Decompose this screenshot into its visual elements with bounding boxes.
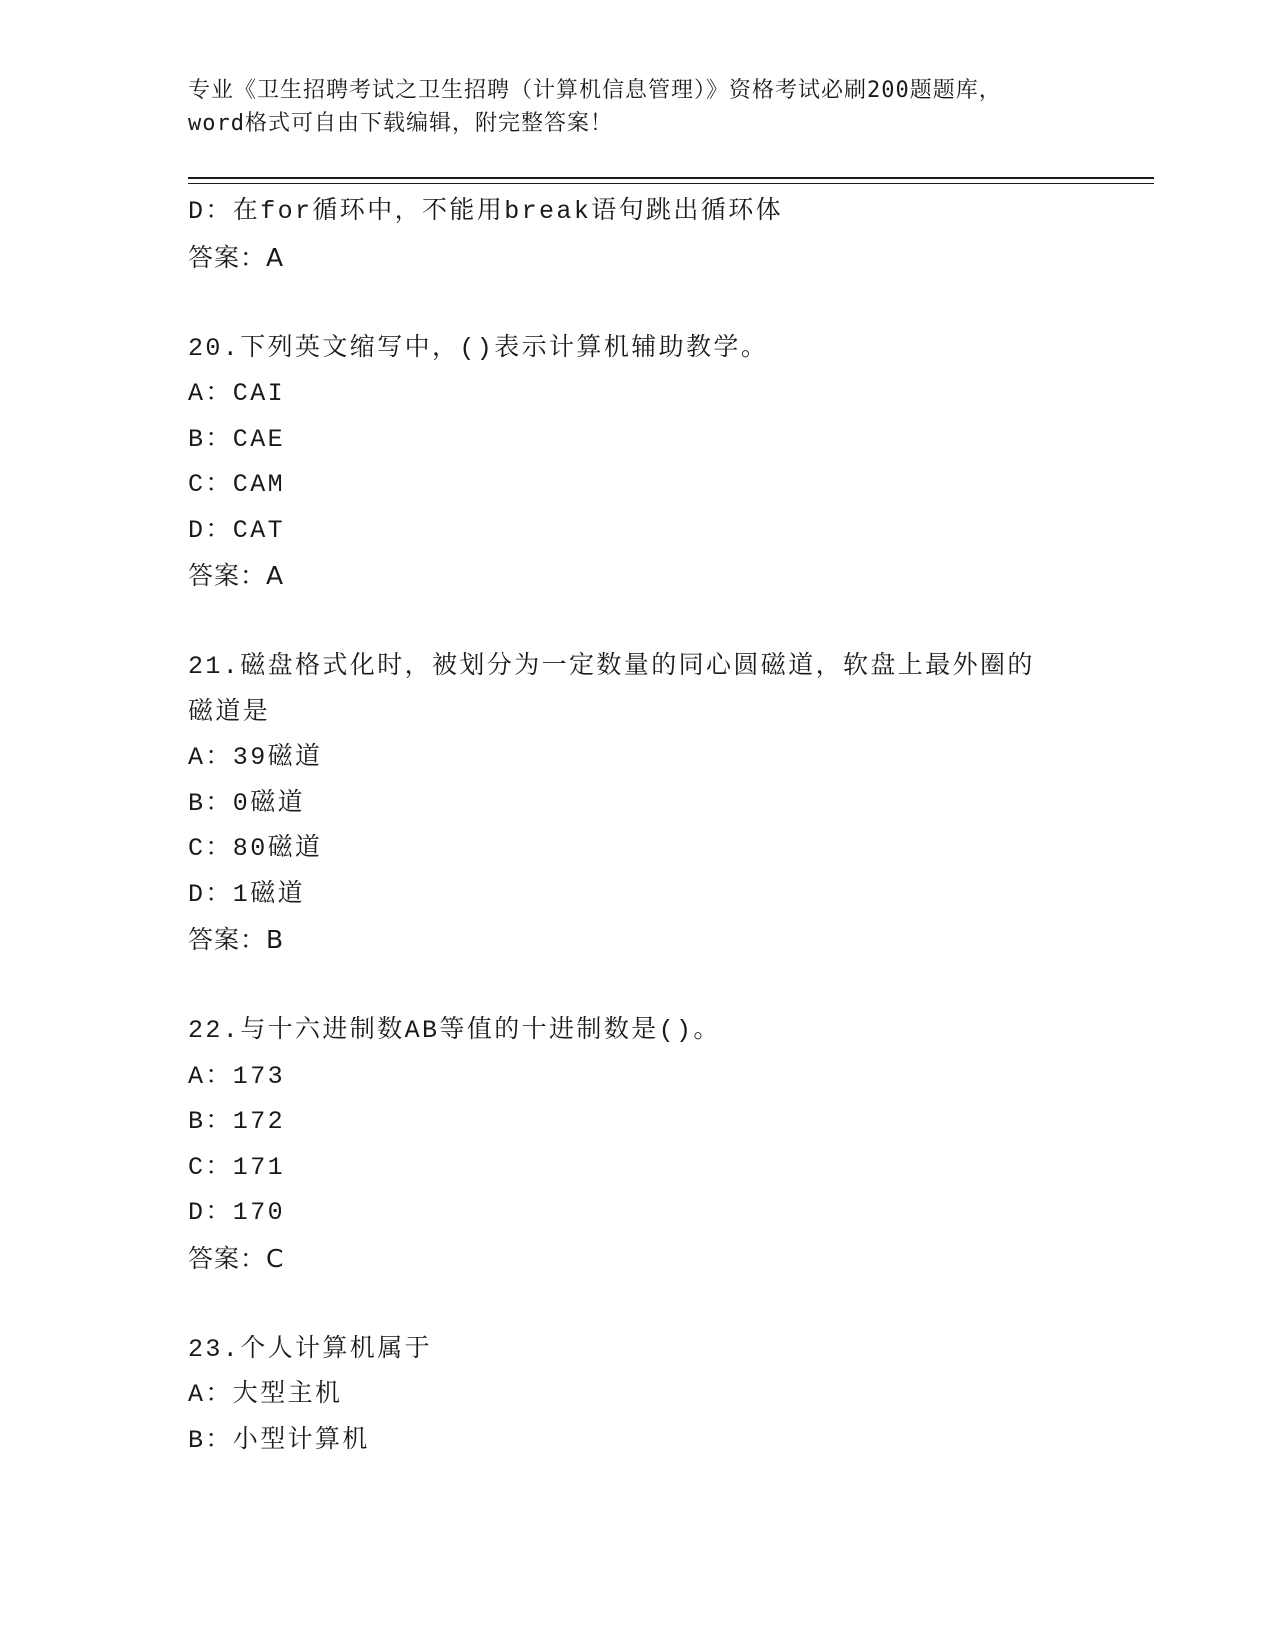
question-list [188,189,1088,1463]
header-divider-thin [188,183,1154,184]
question-23-stem: 23.个人计算机属于 [188,1334,433,1364]
question-23-option-b: B：小型计算机 [188,1425,370,1455]
question-20-option-b: B：CAE [188,424,286,454]
spacer [188,1281,1088,1327]
header-title-line-1: 专业《卫生招聘考试之卫生招聘（计算机信息管理）》资格考试必刷200题题库， [188,78,1002,103]
question-21-option-d: D：1磁道 [188,879,306,909]
question-20-option-a: A：CAI [188,379,286,408]
question-21-answer: 答案：B [188,925,285,954]
spacer [188,963,1088,1009]
document-header [188,74,1088,140]
question-21-stem-line-2: 磁道是 [188,697,271,727]
prev-question-option-d: D：在for循环中，不能用break语句跳出循环体 [188,197,784,226]
question-21-option-b: B：0磁道 [188,788,306,818]
question-22-option-b: B：172 [188,1107,286,1136]
question-21-stem-line-1: 21.磁盘格式化时，被划分为一定数量的同心圆磁道，软盘上最外圈的 [188,652,1035,681]
question-22-option-d: D：170 [188,1198,286,1227]
question-21-option-a: A：39磁道 [188,743,323,772]
question-22-option-c: C：171 [188,1152,286,1182]
prev-question-answer: 答案：A [188,242,285,272]
question-20-stem: 20.下列英文缩写中，()表示计算机辅助教学。 [188,333,769,363]
question-23-option-a: A：大型主机 [188,1380,343,1409]
question-22-option-a: A：173 [188,1061,286,1091]
spacer [188,599,1088,645]
header-divider-thick [188,177,1154,179]
question-21-option-c: C：80磁道 [188,834,323,863]
question-20-option-d: D：CAT [188,515,286,545]
question-22-answer: 答案：C [188,1243,285,1273]
question-20-option-c: C：CAM [188,470,286,499]
question-22-stem: 22.与十六进制数AB等值的十进制数是()。 [188,1016,721,1045]
spacer [188,280,1088,326]
question-20-answer: 答案：A [188,561,285,590]
header-title-line-2: word格式可自由下载编辑，附完整答案！ [188,111,613,136]
